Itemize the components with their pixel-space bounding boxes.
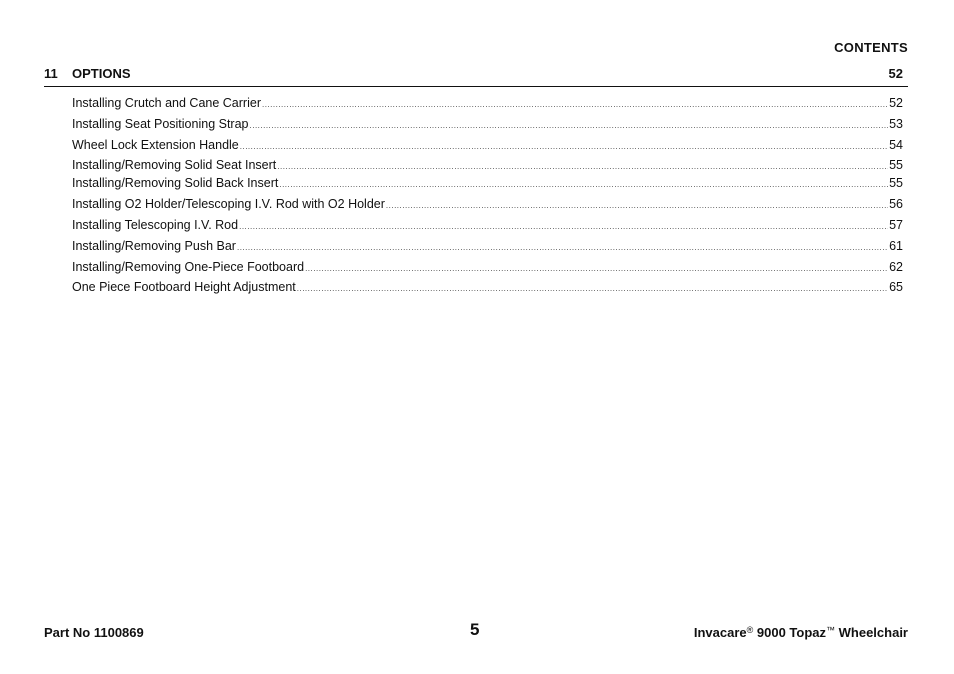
section-title: OPTIONS bbox=[72, 66, 131, 81]
footer-page-number: 5 bbox=[470, 620, 480, 639]
toc-item-page: 61 bbox=[889, 239, 903, 253]
contents-header: CONTENTS bbox=[834, 40, 908, 55]
footer-product: Wheelchair bbox=[838, 625, 908, 640]
footer-model: 9000 Topaz bbox=[756, 625, 827, 640]
toc-item[interactable] bbox=[72, 176, 903, 192]
toc-leader-dots bbox=[279, 180, 888, 189]
toc-leader-dots bbox=[386, 201, 888, 210]
toc-item-title: Installing O2 Holder/Telescoping I.V. Rod with O2 Holder bbox=[72, 197, 385, 211]
footer-part-number: Part No 1100869 bbox=[44, 625, 144, 640]
section-page: 52 bbox=[888, 66, 903, 81]
toc-leader-dots bbox=[262, 100, 888, 109]
toc-item[interactable] bbox=[72, 260, 903, 276]
toc-item[interactable] bbox=[72, 197, 903, 213]
toc-item[interactable] bbox=[72, 158, 903, 174]
toc-item[interactable] bbox=[72, 117, 903, 133]
toc-item-title: Installing Seat Positioning Strap bbox=[72, 117, 249, 131]
trademark: ™ bbox=[826, 625, 836, 635]
toc-item-page: 65 bbox=[889, 280, 903, 294]
toc-leader-dots bbox=[240, 142, 888, 151]
section-number: 11 bbox=[44, 66, 58, 81]
toc-item-title: Installing Telescoping I.V. Rod bbox=[72, 218, 239, 232]
footer-brand: Invacare bbox=[693, 625, 747, 640]
footer-product-name bbox=[694, 625, 908, 640]
toc-item-page: 53 bbox=[889, 117, 903, 131]
toc-item[interactable] bbox=[72, 218, 903, 234]
toc-item-page: 55 bbox=[889, 158, 903, 172]
toc-item-page: 62 bbox=[889, 260, 903, 274]
toc-leader-dots bbox=[305, 264, 888, 273]
section-heading[interactable] bbox=[44, 66, 908, 87]
toc-item-title: Installing/Removing One-Piece Footboard bbox=[72, 260, 305, 274]
toc-item-title: Installing/Removing Push Bar bbox=[72, 239, 236, 253]
toc-item-page: 52 bbox=[889, 96, 903, 110]
toc-leader-dots bbox=[237, 243, 888, 252]
toc-item-title: Wheel Lock Extension Handle bbox=[72, 138, 239, 152]
toc-item-page: 55 bbox=[889, 176, 903, 190]
toc-leader-dots bbox=[277, 162, 888, 171]
toc-item[interactable] bbox=[72, 138, 903, 154]
toc-item-page: 54 bbox=[889, 138, 903, 152]
toc-item[interactable] bbox=[72, 239, 903, 255]
toc-item-page: 56 bbox=[889, 197, 903, 211]
toc-leader-dots bbox=[250, 121, 889, 130]
toc-item[interactable] bbox=[72, 96, 903, 112]
toc-item-title: Installing/Removing Solid Seat Insert bbox=[72, 158, 277, 172]
toc-item-title: Installing/Removing Solid Back Insert bbox=[72, 176, 279, 190]
toc-item-page: 57 bbox=[889, 218, 903, 232]
toc-leader-dots bbox=[239, 222, 888, 231]
toc-item-title: Installing Crutch and Cane Carrier bbox=[72, 96, 261, 110]
registered-mark: ® bbox=[746, 625, 754, 635]
toc-leader-dots bbox=[297, 284, 888, 293]
toc-item-title: One Piece Footboard Height Adjustment bbox=[72, 280, 296, 294]
toc-item[interactable] bbox=[72, 280, 903, 296]
